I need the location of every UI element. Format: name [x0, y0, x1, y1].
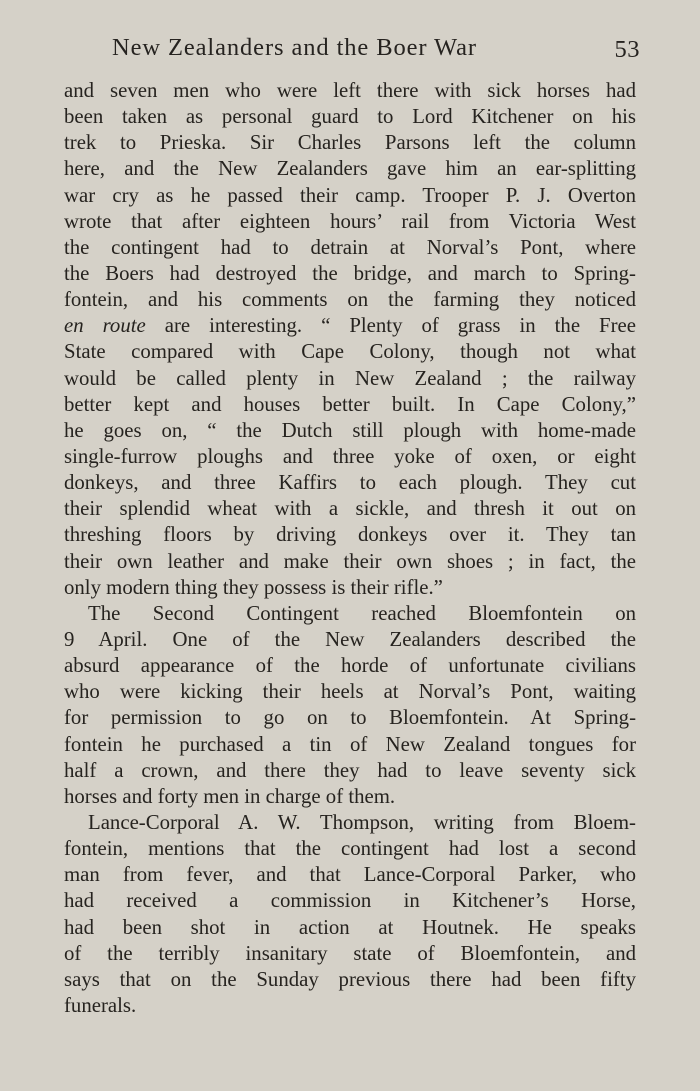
text-line: been taken as personal guard to Lord Kitchener on his [64, 105, 636, 129]
page-number: 53 [614, 36, 640, 63]
text-line: of the terribly insanitary state of Bloemfontein, and [64, 941, 636, 965]
text-line: the contingent had to detrain at Norval’s Pont, where [64, 235, 636, 259]
text-line: had received a commission in Kitchener’s Horse, [64, 889, 636, 913]
text-line: horses and forty men in charge of them. [64, 784, 396, 808]
text-line: fontein, and his comments on the farming they noticed [64, 288, 636, 312]
text-line: absurd appearance of the horde of unfortunate civilians [64, 654, 636, 678]
text-line-with-italic [64, 313, 636, 339]
text-line: he goes on, “ the Dutch still plough with home-made [64, 418, 636, 442]
text-line: would be called plenty in New Zealand ; the railway [64, 366, 636, 390]
running-head [64, 34, 640, 68]
text-line: man from fever, and that Lance-Corporal Parker, who [64, 863, 636, 887]
text-line: trek to Prieska. Sir Charles Parsons left the column [64, 131, 636, 155]
text-line: who were kicking their heels at Norval’s Pont, waiting [64, 680, 636, 704]
text-line: better kept and houses better built. In Cape Colony,” [64, 392, 636, 416]
body-text [64, 78, 636, 1019]
text-line: only modern thing they possess is their rifle.” [64, 575, 443, 599]
text-line: wrote that after eighteen hours’ rail from Victoria West [64, 209, 636, 233]
text-line: fontein he purchased a tin of New Zealand tongues for [64, 732, 636, 756]
text-line: had been shot in action at Houtnek. He speaks [64, 915, 636, 939]
text-line: funerals. [64, 993, 137, 1017]
text-line: war cry as he passed their camp. Trooper P. J. Overton [64, 183, 636, 207]
text-line: single-furrow ploughs and three yoke of oxen, or eight [64, 444, 636, 468]
text-line: for permission to go on to Bloemfontein. At Spring- [64, 706, 636, 730]
text-line: and seven men who were left there with sick horses had [64, 79, 636, 102]
text-line: half a crown, and there they had to leave seventy sick [64, 758, 636, 782]
running-title: New Zealanders and the Boer War [112, 34, 477, 61]
text-line: threshing floors by driving donkeys over it. They tan [64, 523, 636, 547]
text-line: fontein, mentions that the contingent had lost a second [64, 837, 636, 861]
text-line: The Second Contingent reached Bloemfontein on [88, 601, 636, 625]
text-line: their own leather and make their own shoes ; in fact, the [64, 549, 636, 573]
text-line: Lance-Corporal A. W. Thompson, writing from Bloem- [88, 810, 636, 834]
text-line-rest: are interesting. “ Plenty of grass in the Free [164, 314, 636, 338]
text-line: donkeys, and three Kaffirs to each plough. They cut [64, 471, 636, 495]
text-line: the Boers had destroyed the bridge, and march to Spring- [64, 261, 636, 285]
text-line: their splendid wheat with a sickle, and thresh it out on [64, 497, 636, 521]
text-line: says that on the Sunday previous there had been fifty [64, 967, 636, 991]
text-line: here, and the New Zealanders gave him an ear-splitting [64, 157, 636, 181]
text-line: State compared with Cape Colony, though not what [64, 340, 636, 364]
text-line: 9 April. One of the New Zealanders described the [64, 627, 636, 651]
italic-phrase: en route [64, 314, 146, 338]
